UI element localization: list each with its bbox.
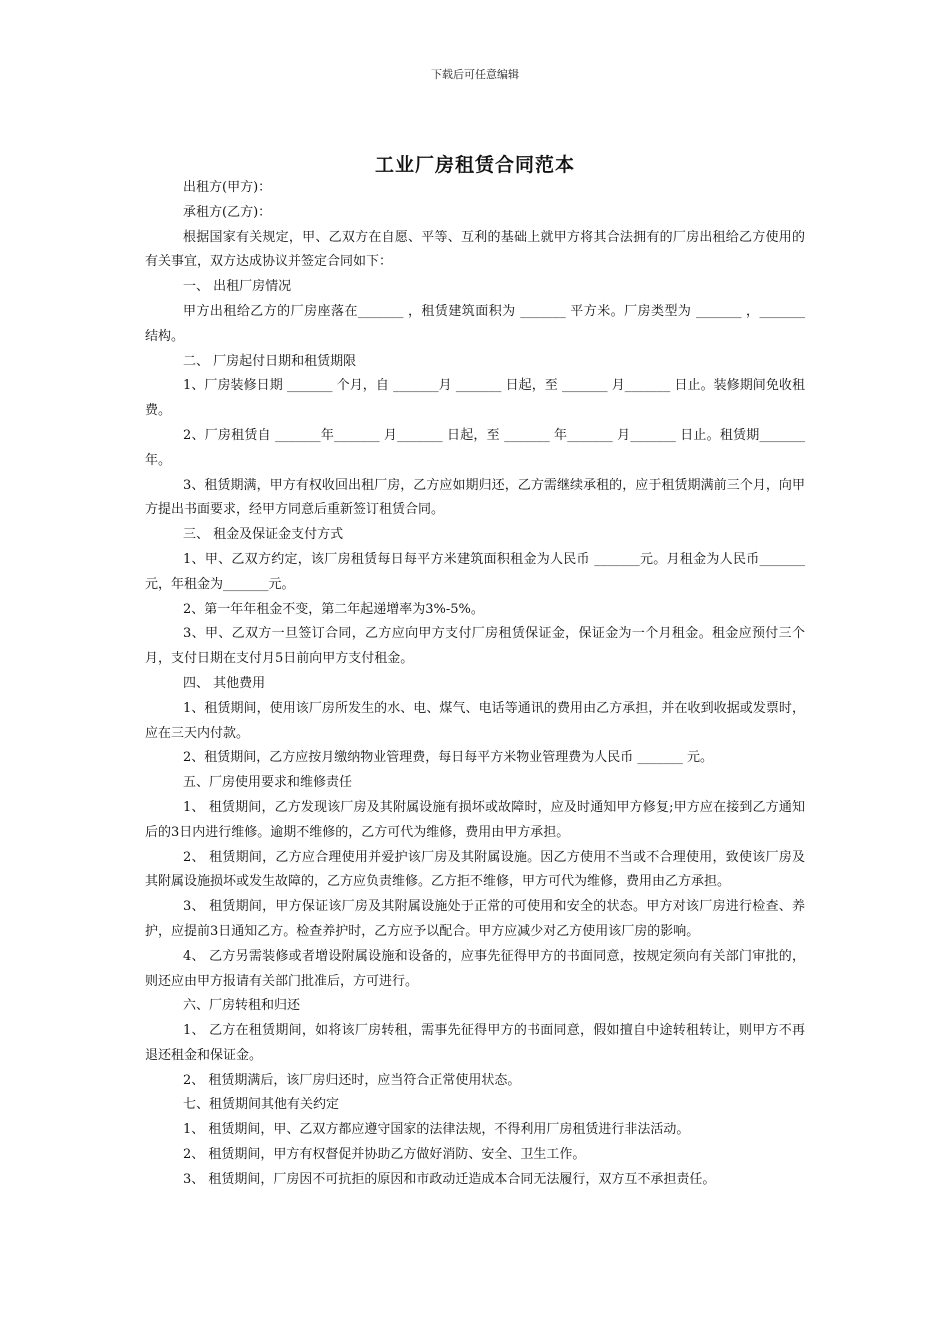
paragraph: 2、厂房租赁自 _______年_______ 月_______ 日起，至 _______ 年_______ 月_______ 日止。租赁期_______ 年。 bbox=[145, 427, 805, 468]
paragraph: 五、厂房使用要求和维修责任 bbox=[183, 775, 353, 791]
paragraph: 3、 租赁期间，厂房因不可抗拒的原因和市政动迁造成本合同无法履行，双方互不承担责任。 bbox=[183, 1171, 716, 1187]
paragraph: 1、厂房装修日期 _______ 个月，自 _______月 _______ 日起，至 _______ 月_______ 日止。装修期间免收租费。 bbox=[145, 378, 805, 419]
paragraph: 4、 乙方另需装修或者增设附属设施和设备的，应事先征得甲方的书面同意，按规定须向有关部门审批的，则还应由甲方报请有关部门批准后，方可进行。 bbox=[145, 948, 805, 989]
paragraph: 1、甲、乙双方约定，该厂房租赁每日每平方米建筑面积租金为人民币 _______元。月租金为人民币_______元，年租金为_______元。 bbox=[145, 551, 805, 592]
paragraph: 2、租赁期间，乙方应按月缴纳物业管理费，每日每平方米物业管理费为人民币 _______ 元。 bbox=[183, 750, 714, 766]
paragraph: 四、 其他费用 bbox=[183, 675, 266, 691]
paragraph: 1、 租赁期间，乙方发现该厂房及其附属设施有损坏或故障时，应及时通知甲方修复;甲方应在接到乙方通知后的3日内进行维修。逾期不维修的，乙方可代为维修，费用由甲方承担。 bbox=[145, 799, 805, 840]
header-note: 下载后可任意编辑 bbox=[431, 68, 519, 81]
paragraph: 1、租赁期间，使用该厂房所发生的水、电、煤气、电话等通讯的费用由乙方承担，并在收到收据或发票时，应在三天内付款。 bbox=[145, 700, 805, 741]
paragraph: 六、厂房转租和归还 bbox=[183, 998, 301, 1014]
paragraph: 2、 租赁期间，乙方应合理使用并爱护该厂房及其附属设施。因乙方使用不当或不合理使用，致使该厂房及其附属设施损坏或发生故障的，乙方应负责维修。乙方拒不维修，甲方可代为维修，费用由乙方承担。 bbox=[145, 849, 805, 890]
paragraph: 甲方出租给乙方的厂房座落在_______ ，租赁建筑面积为 _______ 平方米。厂房类型为 _______ ，_______ 结构。 bbox=[145, 303, 805, 344]
paragraph: 2、第一年年租金不变，第二年起递增率为3%-5%。 bbox=[183, 601, 484, 617]
paragraph: 1、 租赁期间，甲、乙双方都应遵守国家的法律法规，不得利用厂房租赁进行非法活动。 bbox=[183, 1122, 690, 1138]
paragraph: 二、 厂房起付日期和租赁期限 bbox=[183, 353, 357, 369]
paragraph: 七、租赁期间其他有关约定 bbox=[183, 1097, 340, 1113]
paragraph: 承租方(乙方)： bbox=[183, 204, 272, 220]
paragraph: 2、 租赁期满后，该厂房归还时，应当符合正常使用状态。 bbox=[183, 1072, 521, 1088]
paragraph: 一、 出租厂房情况 bbox=[183, 279, 292, 295]
paragraph: 3、租赁期满，甲方有权收回出租厂房，乙方应如期归还，乙方需继续承租的，应于租赁期满前三个月，向甲方提出书面要求，经甲方同意后重新签订租赁合同。 bbox=[145, 477, 805, 518]
paragraph: 3、 租赁期间，甲方保证该厂房及其附属设施处于正常的可使用和安全的状态。甲方对该厂房进行检查、养护，应提前3日通知乙方。检查养护时，乙方应予以配合。甲方应减少对乙方使用该厂房的影响。 bbox=[145, 899, 805, 939]
document-body bbox=[145, 176, 805, 1193]
paragraph: 出租方(甲方)： bbox=[183, 180, 272, 195]
paragraph: 根据国家有关规定，甲、乙双方在自愿、平等、互利的基础上就甲方将其合法拥有的厂房出租给乙方使用的有关事宜，双方达成协议并签定合同如下： bbox=[145, 229, 805, 270]
paragraph: 3、甲、乙双方一旦签订合同，乙方应向甲方支付厂房租赁保证金，保证金为一个月租金。租金应预付三个月，支付日期在支付月5日前向甲方支付租金。 bbox=[145, 626, 805, 667]
paragraph: 三、 租金及保证金支付方式 bbox=[183, 527, 344, 543]
paragraph: 1、 乙方在租赁期间，如将该厂房转租，需事先征得甲方的书面同意，假如擅自中途转租转让，则甲方不再退还租金和保证金。 bbox=[145, 1023, 805, 1063]
document-title: 工业厂房租赁合同范本 bbox=[374, 154, 575, 176]
paragraph: 2、 租赁期间，甲方有权督促并协助乙方做好消防、安全、卫生工作。 bbox=[183, 1147, 586, 1163]
